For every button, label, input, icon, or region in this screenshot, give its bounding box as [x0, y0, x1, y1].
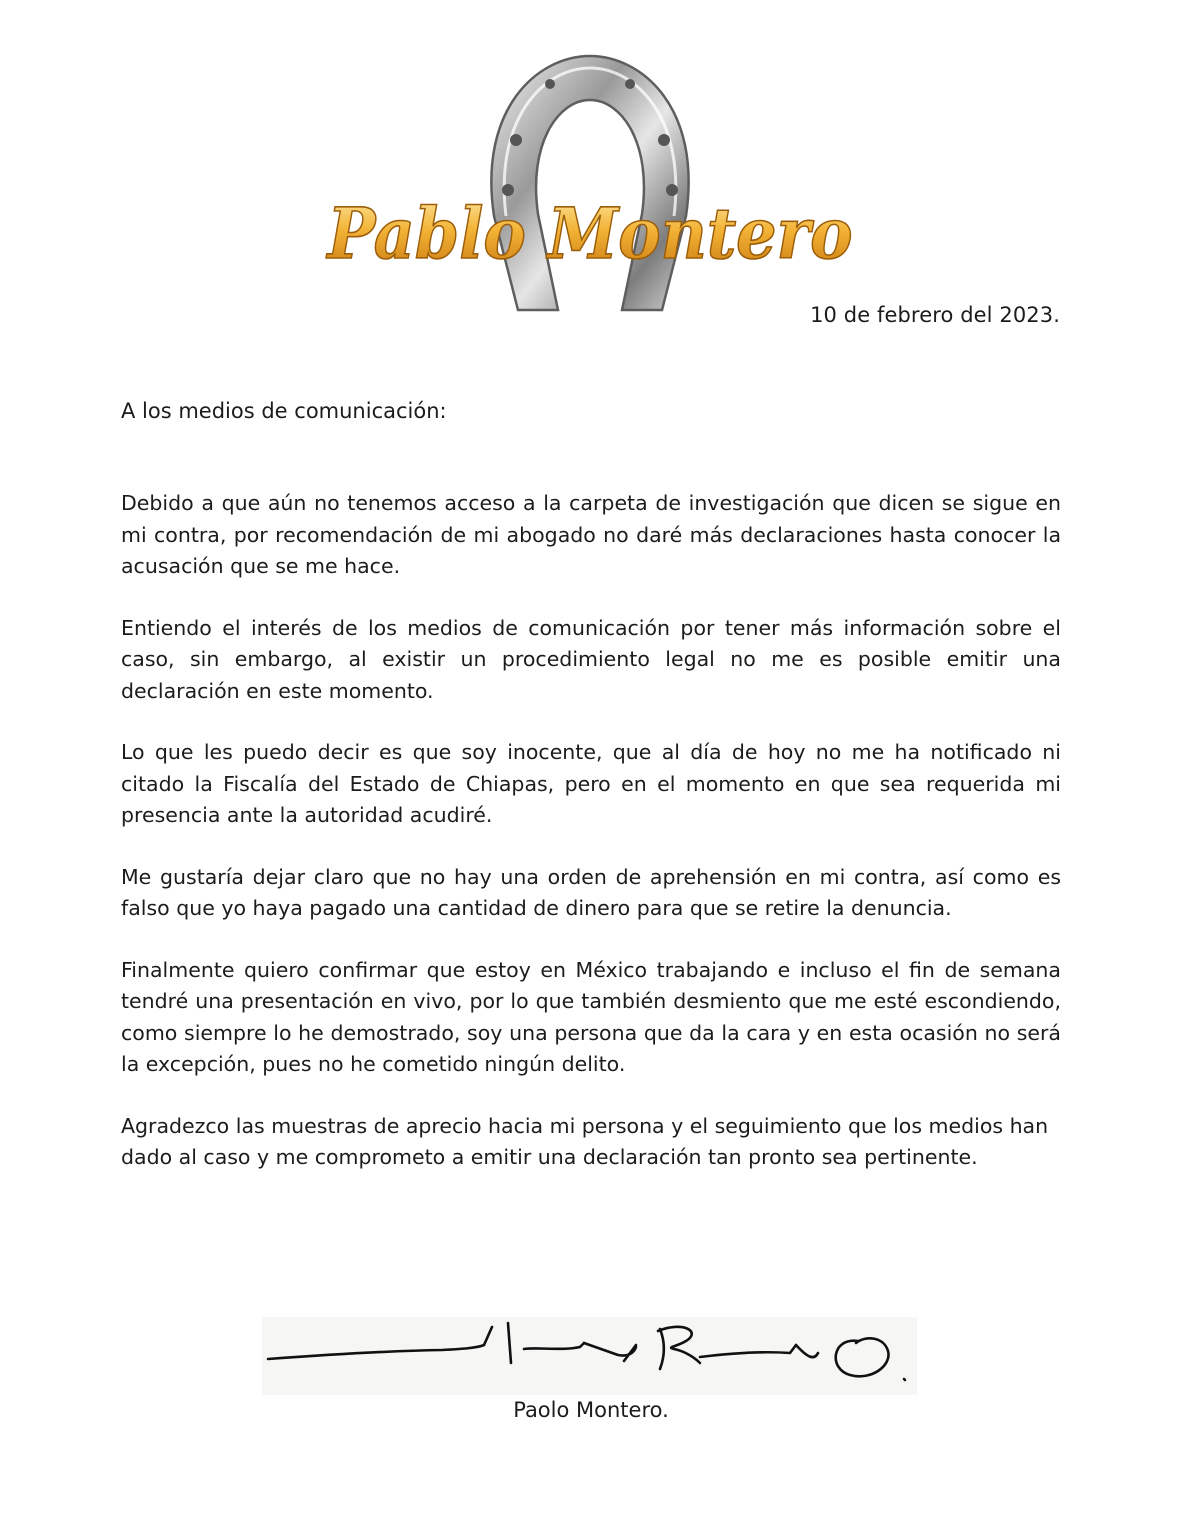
paragraph: Debido a que aún no tenemos acceso a la carpeta de investigación que dicen se sigue en mi contra, por recomendación de mi abogado no daré más declaraciones hasta conocer la acusación que se me hace. [121, 491, 1061, 578]
letterhead-logo [318, 48, 863, 316]
paragraph: Me gustaría dejar claro que no hay una orden de aprehensión en mi contra, así como es falso que yo haya pagado una cantidad de dinero para que se retire la denuncia. [121, 864, 1061, 920]
paragraph: Finalmente quiero confirmar que estoy en México trabajando e incluso el fin de semana tendré una presentación en vivo, por lo que también desmiento que me esté escondiendo, como siempre lo he demostrado, soy una persona que da la cara y en esta ocasión no será la excepción, pues no he cometido ningún delito. [121, 957, 1061, 1076]
letter-body [121, 488, 1061, 1204]
paragraph: Agradezco las muestras de aprecio hacia mi persona y el seguimiento que los medios han dado al caso y me comprometo a emitir una declaración tan pronto sea pertinente. [121, 1113, 1049, 1169]
salutation: A los medios de comunicación: [121, 399, 447, 423]
paragraph: Lo que les puedo decir es que soy inocente, que al día de hoy no me ha notificado ni citado la Fiscalía del Estado de Chiapas, pero en el momento en que sea requerida mi presencia ante la autoridad acudiré. [121, 740, 1061, 827]
letter-date: 10 de febrero del 2023. [810, 303, 1060, 327]
handwritten-signature [262, 1317, 917, 1395]
signer-name: Paolo Montero. [513, 1398, 669, 1422]
logo-text: Pablo Montero [325, 192, 853, 275]
paragraph: Entiendo el interés de los medios de comunicación por tener más información sobre el caso, sin embargo, al existir un procedimiento legal no me es posible emitir una declaración en este momento. [121, 615, 1061, 703]
